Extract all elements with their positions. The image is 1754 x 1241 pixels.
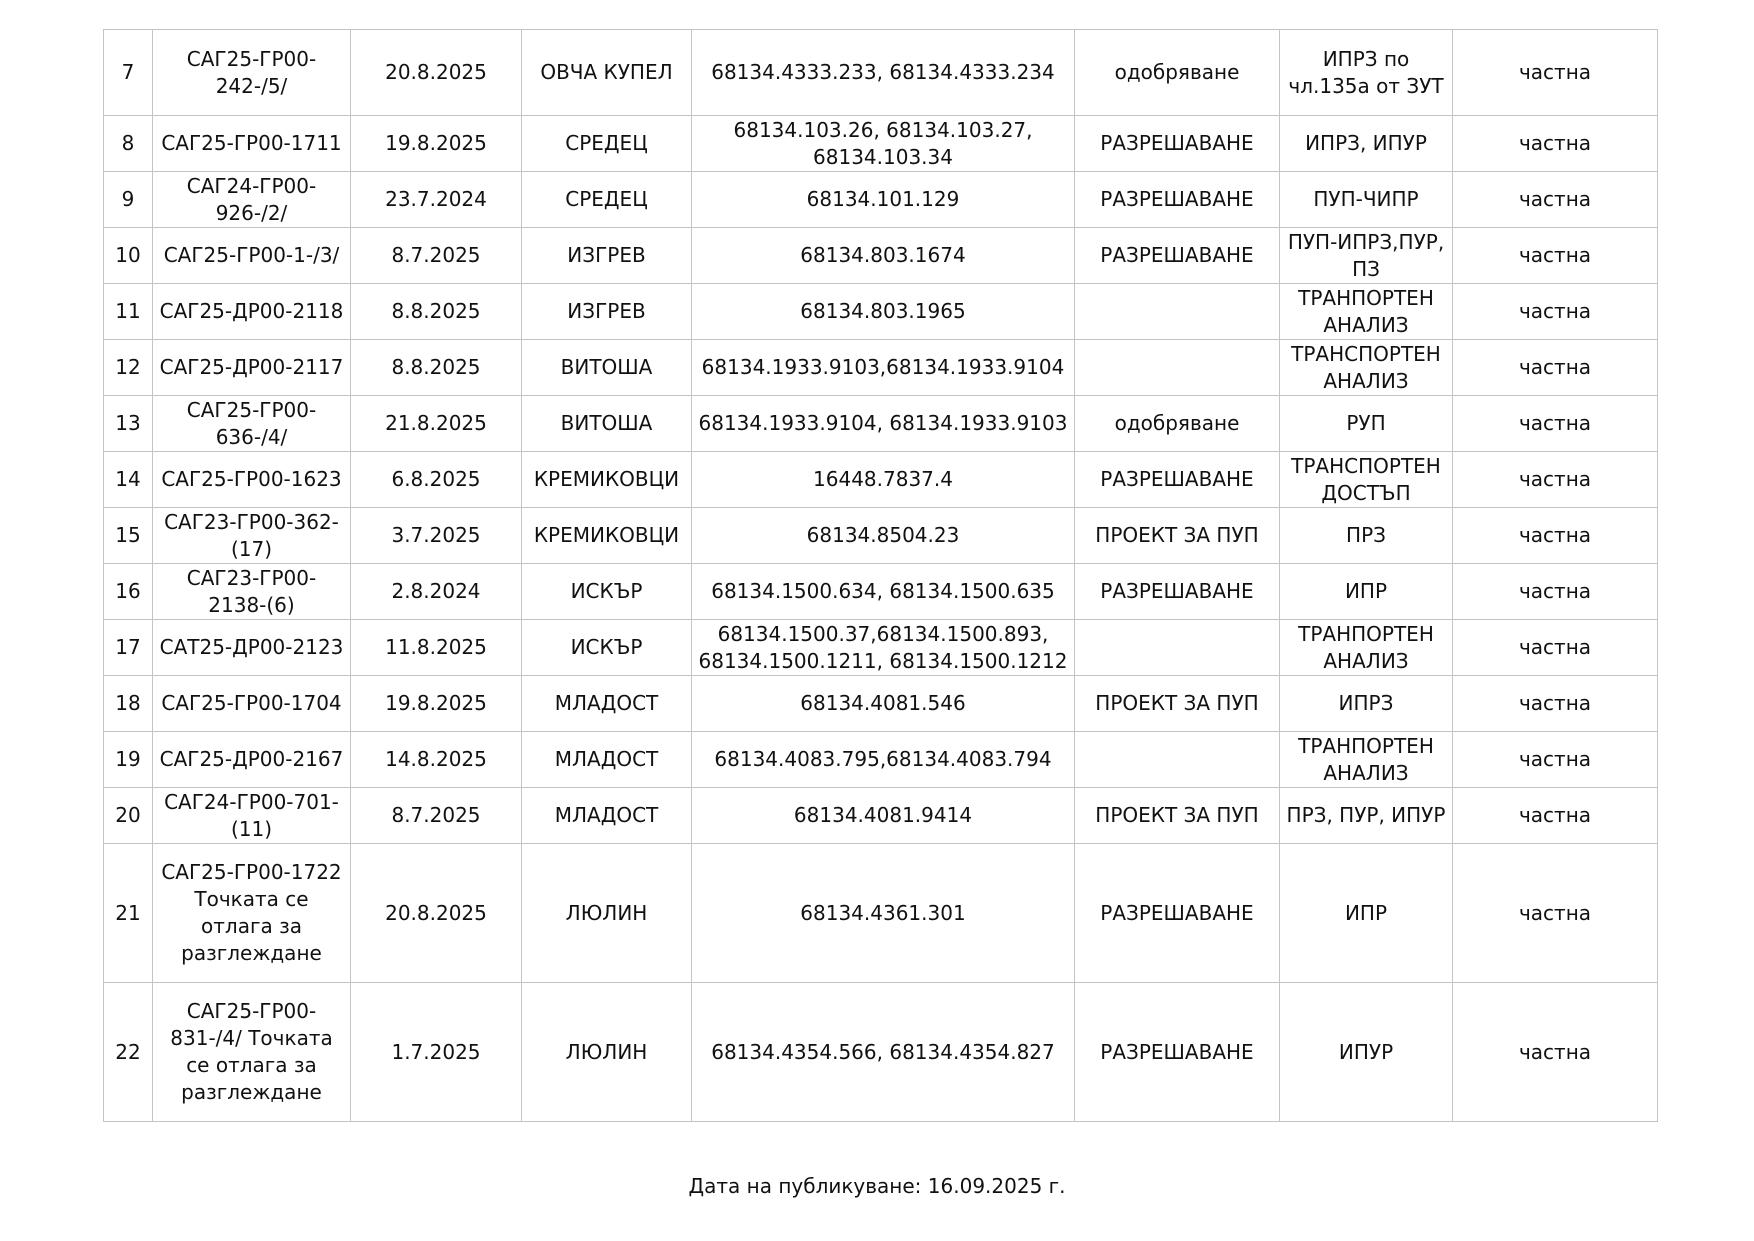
- district: ЛЮЛИН: [522, 844, 692, 983]
- ownership: частна: [1453, 983, 1658, 1122]
- plan-type: ТРАНПОРТЕН АНАЛИЗ: [1280, 284, 1453, 340]
- table-row: [104, 983, 1658, 1122]
- reference-number: САГ25-ДР00-2167: [153, 732, 351, 788]
- district: ИЗГРЕВ: [522, 228, 692, 284]
- table-row: [104, 508, 1658, 564]
- plan-type: РУП: [1280, 396, 1453, 452]
- table-row: [104, 732, 1658, 788]
- cadastral-plots: 68134.4081.546: [692, 676, 1075, 732]
- district: КРЕМИКОВЦИ: [522, 508, 692, 564]
- procedure-type: [1075, 732, 1280, 788]
- table-row: [104, 844, 1658, 983]
- procedure-type: РАЗРЕШАВАНЕ: [1075, 452, 1280, 508]
- submission-date: 3.7.2025: [351, 508, 522, 564]
- cadastral-plots: 68134.4354.566, 68134.4354.827: [692, 983, 1075, 1122]
- reference-number: САГ23-ГР00-362-(17): [153, 508, 351, 564]
- cadastral-plots: 68134.1500.37,68134.1500.893, 68134.1500.1211, 68134.1500.1212: [692, 620, 1075, 676]
- district: ОВЧА КУПЕЛ: [522, 30, 692, 116]
- ownership: частна: [1453, 228, 1658, 284]
- row-number: 21: [104, 844, 153, 983]
- table-row: [104, 620, 1658, 676]
- ownership: частна: [1453, 116, 1658, 172]
- table-row: [104, 30, 1658, 116]
- district: СРЕДЕЦ: [522, 116, 692, 172]
- table-row: [104, 452, 1658, 508]
- submission-date: 19.8.2025: [351, 116, 522, 172]
- ownership: частна: [1453, 340, 1658, 396]
- table-row: [104, 788, 1658, 844]
- procedure-type: ПРОЕКТ ЗА ПУП: [1075, 788, 1280, 844]
- procedure-type: РАЗРЕШАВАНЕ: [1075, 172, 1280, 228]
- reference-number: САГ25-ДР00-2117: [153, 340, 351, 396]
- submission-date: 1.7.2025: [351, 983, 522, 1122]
- procedure-type: РАЗРЕШАВАНЕ: [1075, 228, 1280, 284]
- cadastral-plots: 68134.103.26, 68134.103.27, 68134.103.34: [692, 116, 1075, 172]
- table-row: [104, 172, 1658, 228]
- cadastral-plots: 68134.1933.9103,68134.1933.9104: [692, 340, 1075, 396]
- cadastral-plots: 68134.4083.795,68134.4083.794: [692, 732, 1075, 788]
- row-number: 13: [104, 396, 153, 452]
- district: СРЕДЕЦ: [522, 172, 692, 228]
- table-row: [104, 284, 1658, 340]
- reference-number: САГ24-ГР00-926-/2/: [153, 172, 351, 228]
- reference-number: САГ25-ГР00-636-/4/: [153, 396, 351, 452]
- reference-number: САГ25-ГР00-242-/5/: [153, 30, 351, 116]
- row-number: 11: [104, 284, 153, 340]
- district: КРЕМИКОВЦИ: [522, 452, 692, 508]
- plan-type: ТРАНПОРТЕН АНАЛИЗ: [1280, 732, 1453, 788]
- row-number: 14: [104, 452, 153, 508]
- plan-type: ИПР: [1280, 564, 1453, 620]
- submission-date: 11.8.2025: [351, 620, 522, 676]
- submission-date: 20.8.2025: [351, 844, 522, 983]
- submission-date: 20.8.2025: [351, 30, 522, 116]
- reference-number: САГ23-ГР00-2138-(6): [153, 564, 351, 620]
- submission-date: 6.8.2025: [351, 452, 522, 508]
- row-number: 17: [104, 620, 153, 676]
- ownership: частна: [1453, 396, 1658, 452]
- ownership: частна: [1453, 788, 1658, 844]
- table-row: [104, 228, 1658, 284]
- reference-number: САГ25-ГР00-1704: [153, 676, 351, 732]
- reference-number: САТ25-ДР00-2123: [153, 620, 351, 676]
- cadastral-plots: 68134.4361.301: [692, 844, 1075, 983]
- reference-number: САГ25-ГР00-1623: [153, 452, 351, 508]
- district: ИЗГРЕВ: [522, 284, 692, 340]
- procedure-type: РАЗРЕШАВАНЕ: [1075, 564, 1280, 620]
- procedure-type: одобряване: [1075, 396, 1280, 452]
- publication-date: Дата на публикуване: 16.09.2025 г.: [688, 1174, 1066, 1198]
- cadastral-plots: 68134.1500.634, 68134.1500.635: [692, 564, 1075, 620]
- procedure-type: [1075, 340, 1280, 396]
- plan-type: ПРЗ: [1280, 508, 1453, 564]
- applications-table: [103, 29, 1658, 1122]
- plan-type: ИПРЗ, ИПУР: [1280, 116, 1453, 172]
- row-number: 10: [104, 228, 153, 284]
- cadastral-plots: 16448.7837.4: [692, 452, 1075, 508]
- submission-date: 8.7.2025: [351, 788, 522, 844]
- row-number: 7: [104, 30, 153, 116]
- submission-date: 8.7.2025: [351, 228, 522, 284]
- row-number: 9: [104, 172, 153, 228]
- cadastral-plots: 68134.1933.9104, 68134.1933.9103: [692, 396, 1075, 452]
- ownership: частна: [1453, 564, 1658, 620]
- row-number: 8: [104, 116, 153, 172]
- procedure-type: РАЗРЕШАВАНЕ: [1075, 983, 1280, 1122]
- table-row: [104, 396, 1658, 452]
- submission-date: 21.8.2025: [351, 396, 522, 452]
- reference-number: САГ24-ГР00-701-(11): [153, 788, 351, 844]
- cadastral-plots: 68134.803.1674: [692, 228, 1075, 284]
- submission-date: 8.8.2025: [351, 284, 522, 340]
- plan-type: ИПУР: [1280, 983, 1453, 1122]
- table-row: [104, 340, 1658, 396]
- plan-type: ТРАНСПОРТЕН ДОСТЪП: [1280, 452, 1453, 508]
- ownership: частна: [1453, 508, 1658, 564]
- plan-type: ТРАНПОРТЕН АНАЛИЗ: [1280, 620, 1453, 676]
- row-number: 15: [104, 508, 153, 564]
- procedure-type: РАЗРЕШАВАНЕ: [1075, 844, 1280, 983]
- cadastral-plots: 68134.8504.23: [692, 508, 1075, 564]
- reference-number: САГ25-ГР00-1722 Точката се отлага за разглеждане: [153, 844, 351, 983]
- row-number: 20: [104, 788, 153, 844]
- plan-type: ИПРЗ: [1280, 676, 1453, 732]
- plan-type: ПУП-ИПРЗ,ПУР, ПЗ: [1280, 228, 1453, 284]
- cadastral-plots: 68134.4081.9414: [692, 788, 1075, 844]
- procedure-type: [1075, 620, 1280, 676]
- reference-number: САГ25-ДР00-2118: [153, 284, 351, 340]
- ownership: частна: [1453, 30, 1658, 116]
- procedure-type: ПРОЕКТ ЗА ПУП: [1075, 508, 1280, 564]
- ownership: частна: [1453, 620, 1658, 676]
- row-number: 18: [104, 676, 153, 732]
- reference-number: САГ25-ГР00-831-/4/ Точката се отлага за разглеждане: [153, 983, 351, 1122]
- district: ВИТОША: [522, 396, 692, 452]
- district: ИСКЪР: [522, 564, 692, 620]
- cadastral-plots: 68134.101.129: [692, 172, 1075, 228]
- cadastral-plots: 68134.803.1965: [692, 284, 1075, 340]
- procedure-type: ПРОЕКТ ЗА ПУП: [1075, 676, 1280, 732]
- procedure-type: одобряване: [1075, 30, 1280, 116]
- district: МЛАДОСТ: [522, 732, 692, 788]
- submission-date: 8.8.2025: [351, 340, 522, 396]
- district: МЛАДОСТ: [522, 788, 692, 844]
- reference-number: САГ25-ГР00-1-/3/: [153, 228, 351, 284]
- ownership: частна: [1453, 452, 1658, 508]
- table-body: [104, 30, 1658, 1122]
- submission-date: 2.8.2024: [351, 564, 522, 620]
- ownership: частна: [1453, 284, 1658, 340]
- table-row: [104, 116, 1658, 172]
- row-number: 16: [104, 564, 153, 620]
- district: ИСКЪР: [522, 620, 692, 676]
- submission-date: 23.7.2024: [351, 172, 522, 228]
- district: ВИТОША: [522, 340, 692, 396]
- plan-type: ТРАНСПОРТЕН АНАЛИЗ: [1280, 340, 1453, 396]
- row-number: 22: [104, 983, 153, 1122]
- table-row: [104, 676, 1658, 732]
- ownership: частна: [1453, 172, 1658, 228]
- row-number: 19: [104, 732, 153, 788]
- submission-date: 19.8.2025: [351, 676, 522, 732]
- procedure-type: РАЗРЕШАВАНЕ: [1075, 116, 1280, 172]
- submission-date: 14.8.2025: [351, 732, 522, 788]
- plan-type: ПУП-ЧИПР: [1280, 172, 1453, 228]
- row-number: 12: [104, 340, 153, 396]
- ownership: частна: [1453, 844, 1658, 983]
- table-row: [104, 564, 1658, 620]
- cadastral-plots: 68134.4333.233, 68134.4333.234: [692, 30, 1075, 116]
- procedure-type: [1075, 284, 1280, 340]
- district: МЛАДОСТ: [522, 676, 692, 732]
- ownership: частна: [1453, 676, 1658, 732]
- plan-type: ИПРЗ по чл.135а от ЗУТ: [1280, 30, 1453, 116]
- ownership: частна: [1453, 732, 1658, 788]
- reference-number: САГ25-ГР00-1711: [153, 116, 351, 172]
- plan-type: ПРЗ, ПУР, ИПУР: [1280, 788, 1453, 844]
- district: ЛЮЛИН: [522, 983, 692, 1122]
- plan-type: ИПР: [1280, 844, 1453, 983]
